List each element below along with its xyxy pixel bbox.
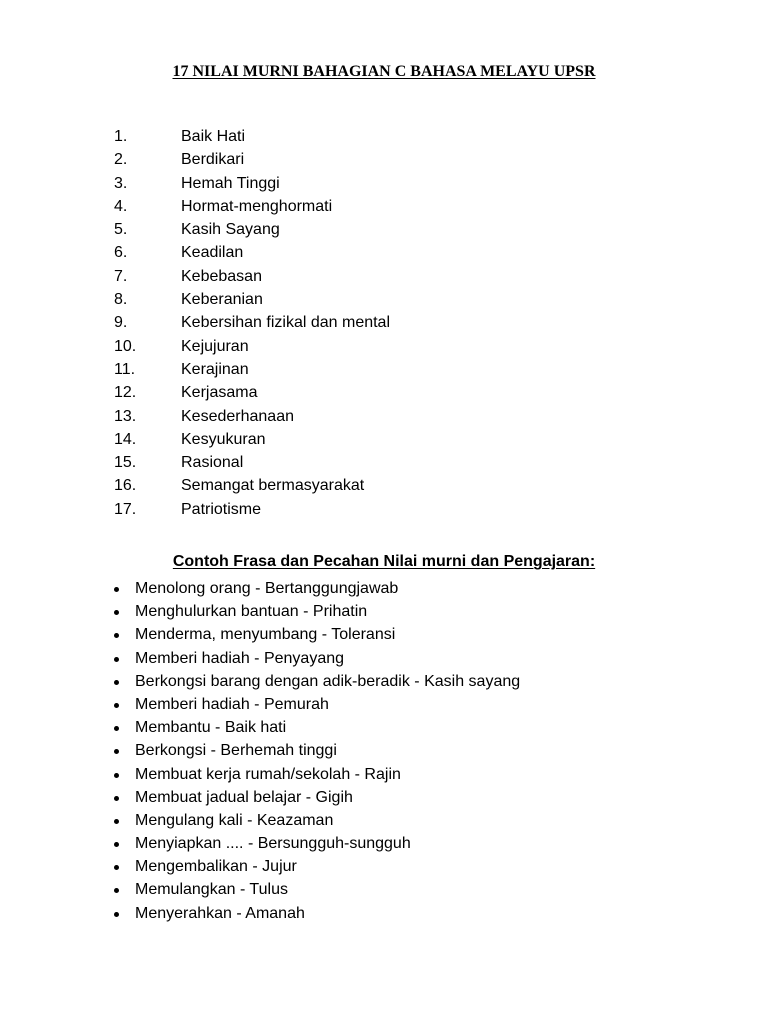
list-item [0, 195, 500, 218]
list-item [0, 148, 500, 171]
list-item [0, 335, 500, 358]
example-text: Menyerahkan - Amanah [135, 904, 305, 922]
example-text: Menyiapkan .... - Bersungguh-sungguh [135, 835, 411, 853]
bullet-icon [114, 749, 119, 754]
list-item [0, 288, 500, 311]
list-item [0, 474, 500, 497]
examples-list [0, 577, 600, 925]
list-item [0, 241, 500, 264]
bullet-icon [114, 680, 119, 685]
list-item [0, 265, 500, 288]
list-item [0, 786, 600, 809]
bullet-icon [114, 773, 119, 778]
bullet-icon [114, 726, 119, 731]
list-item [0, 693, 600, 716]
list-item-number: 17. [114, 500, 137, 518]
list-item-number: 10. [114, 337, 137, 355]
list-item [0, 832, 600, 855]
list-item-text: Keberanian [181, 291, 263, 309]
list-item-number: 7. [114, 267, 128, 285]
list-item-text: Kasih Sayang [181, 221, 280, 239]
list-item [0, 428, 500, 451]
bullet-icon [114, 819, 119, 824]
list-item [0, 902, 600, 925]
list-item-number: 14. [114, 430, 137, 448]
section-title: Contoh Frasa dan Pecahan Nilai murni dan Pengajaran: [172, 553, 596, 571]
example-text: Berkongsi - Berhemah tinggi [135, 742, 337, 760]
list-item-number: 5. [114, 221, 128, 239]
list-item [0, 809, 600, 832]
list-item-text: Rasional [181, 454, 244, 472]
list-item-number: 16. [114, 477, 137, 495]
list-item [0, 647, 600, 670]
example-text: Menolong orang - Bertanggungjawab [135, 580, 399, 597]
list-item-text: Hemah Tinggi [181, 174, 280, 192]
bullet-icon [114, 657, 119, 662]
bullet-icon [114, 610, 119, 615]
list-item-text: Baik Hati [181, 128, 246, 145]
list-item [0, 125, 500, 148]
list-item-text: Kerajinan [181, 360, 249, 378]
example-text: Membuat kerja rumah/sekolah - Rajin [135, 765, 401, 783]
example-text: Menghulurkan bantuan - Prihatin [135, 603, 368, 621]
list-item [0, 218, 500, 241]
example-text: Mengembalikan - Jujur [135, 858, 297, 876]
example-text: Berkongsi barang dengan adik-beradik - Kasih sayang [135, 672, 521, 690]
list-item [0, 623, 600, 646]
list-item-number: 13. [114, 407, 137, 425]
list-item-text: Kebersihan fizikal dan mental [181, 314, 391, 332]
example-text: Memberi hadiah - Pemurah [135, 695, 329, 713]
list-item-number: 9. [114, 314, 128, 332]
list-item-number: 6. [114, 244, 128, 262]
list-item-text: Semangat bermasyarakat [181, 477, 365, 495]
example-text: Memulangkan - Tulus [135, 881, 288, 899]
list-item-number: 3. [114, 174, 128, 192]
example-text: Memberi hadiah - Penyayang [135, 649, 345, 667]
example-text: Membuat jadual belajar - Gigih [135, 788, 353, 806]
bullet-icon [114, 865, 119, 870]
list-item-text: Keadilan [181, 244, 244, 262]
list-item [0, 172, 500, 195]
list-item-number: 8. [114, 291, 128, 309]
values-list [0, 125, 500, 521]
list-item-text: Kesyukuran [181, 430, 266, 448]
list-item [0, 311, 500, 334]
list-item [0, 763, 600, 786]
bullet-icon [114, 796, 119, 801]
list-item [0, 451, 500, 474]
list-item [0, 716, 600, 739]
example-text: Menderma, menyumbang - Toleransi [135, 626, 396, 644]
list-item-text: Kebebasan [181, 267, 262, 285]
list-item-text: Hormat-menghormati [181, 197, 333, 215]
list-item-number: 2. [114, 151, 128, 169]
list-item [0, 405, 500, 428]
bullet-icon [114, 842, 119, 847]
example-text: Mengulang kali - Keazaman [135, 811, 334, 829]
list-item-number: 4. [114, 197, 128, 215]
list-item-text: Patriotisme [181, 500, 262, 518]
list-item-text: Berdikari [181, 151, 245, 169]
list-item [0, 498, 500, 521]
list-item-text: Kejujuran [181, 337, 249, 355]
bullet-icon [114, 912, 119, 917]
bullet-icon [114, 703, 119, 708]
bullet-icon [114, 888, 119, 893]
list-item-number: 15. [114, 454, 137, 472]
page-title: 17 NILAI MURNI BAHAGIAN C BAHASA MELAYU UPSR [172, 62, 596, 80]
list-item [0, 358, 500, 381]
list-item [0, 855, 600, 878]
list-item-number: 1. [114, 128, 128, 145]
list-item [0, 878, 600, 901]
list-item [0, 577, 600, 600]
example-text: Membantu - Baik hati [135, 719, 287, 737]
list-item [0, 670, 600, 693]
list-item-number: 11. [114, 360, 136, 378]
list-item [0, 739, 600, 762]
bullet-icon [114, 587, 119, 592]
list-item-text: Kesederhanaan [181, 407, 294, 425]
list-item-text: Kerjasama [181, 384, 258, 402]
list-item [0, 381, 500, 404]
bullet-icon [114, 633, 119, 638]
list-item [0, 600, 600, 623]
list-item-number: 12. [114, 384, 137, 402]
